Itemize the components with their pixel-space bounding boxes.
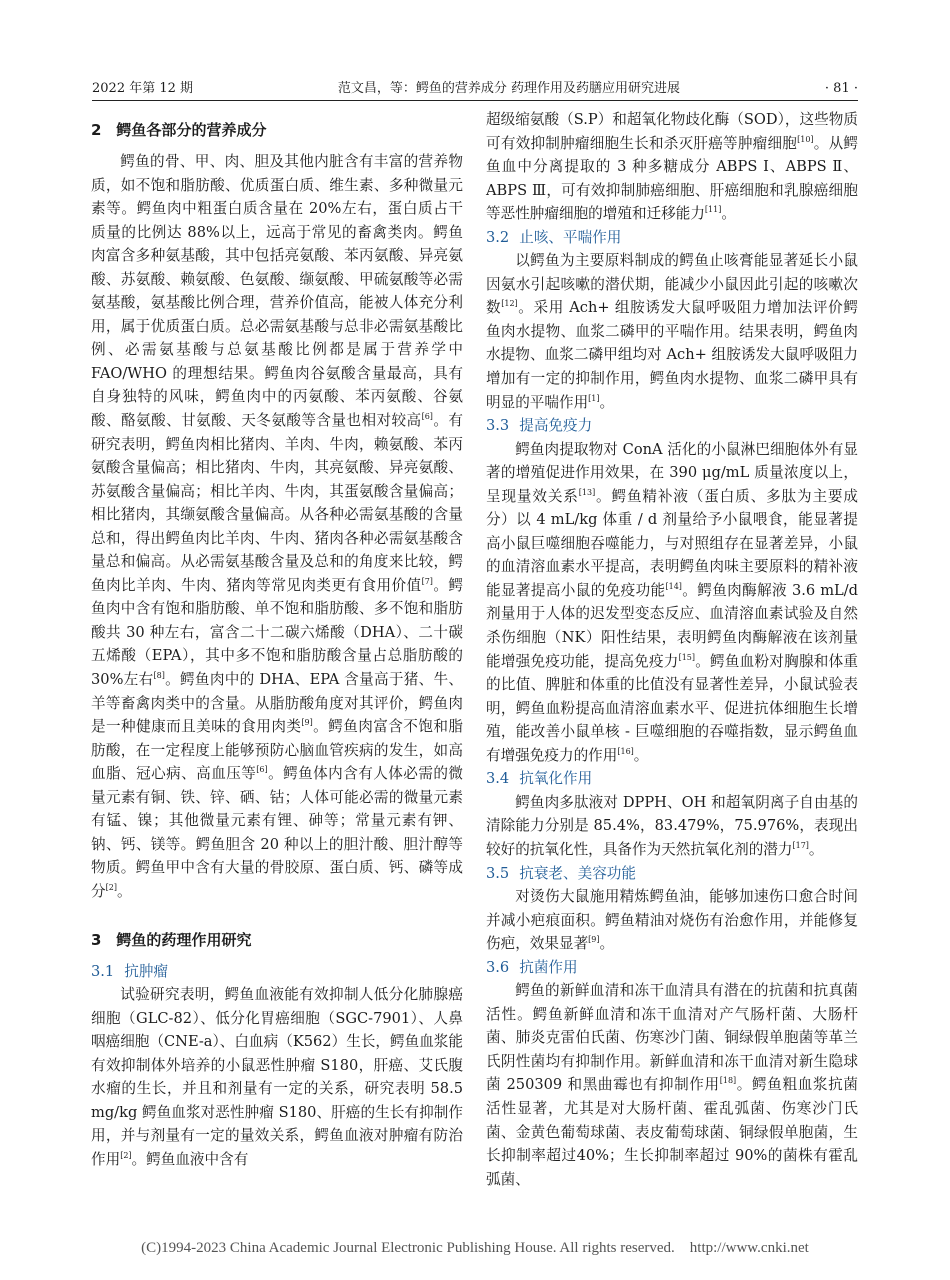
section-2-paragraph bbox=[91, 150, 463, 904]
text-run: 鳄鱼的骨、甲、肉、胆及其他内脏含有丰富的营养物质，如不饱和脂肪酸、优质蛋白质、维生素、多种微量元素等。鳄鱼肉中粗蛋白质含量在 20%左右，蛋白质占干质量的比例达 88%以上，远高于常见的畜禽类肉。鳄鱼肉富含多种氨基酸，其中包括亮氨酸、苯丙氨酸、异亮氨酸、苏氨酸、赖氨酸、色氨酸、缬氨酸、甲硫氨酸等必需氨基酸，氨基酸比例合理，营养价值高，能被人体充分利用，属于优质蛋白质。总必需氨基酸与总非必需氨基酸比例、必需氨基酸与总氨基酸比例都是属于营养学中 FAO/WHO 的理想结果。鳄鱼肉谷氨酸含量最高，具有自身独特的风味，鳄鱼肉中的丙氨酸、苯丙氨酸、谷氨酸、酪氨酸、甘氨酸、天冬氨酸等含量也相对较高 bbox=[91, 153, 463, 430]
text-run: 鳄鱼肉多肽液对 DPPH、OH 和超氧阴离子自由基的清除能力分别是 85.4%，83.479%，75.976%，表现出较好的抗氧化性，具备作为天然抗氧化剂的潜力 bbox=[486, 793, 858, 858]
subsection-3-1-heading bbox=[91, 960, 463, 984]
text-run: 。 bbox=[808, 840, 824, 858]
subsection-number: 3.3 bbox=[486, 417, 510, 435]
subsection-number: 3.2 bbox=[486, 228, 510, 246]
text-run: 。 bbox=[721, 205, 736, 223]
citation: [1] bbox=[588, 393, 600, 403]
text-run: 。鳄鱼肉中含有饱和脂肪酸、单不饱和脂肪酸、多不饱和脂肪酸共 30 种左右，富含二十二碳六烯酸（DHA）、二十碳五烯酸（EPA），其中多不饱和脂肪酸含量占总脂肪酸的 30%左右 bbox=[91, 576, 463, 689]
citation: [13] bbox=[578, 487, 596, 497]
continued-paragraph bbox=[486, 108, 858, 226]
citation: [12] bbox=[501, 299, 518, 309]
text-run: 。从鳄鱼血中分离提取的 3 种多糖成分 ABPS Ⅰ、ABPS Ⅱ、ABPS Ⅲ，可有效抑制肺癌细胞、肝癌细胞和乳腺癌细胞等恶性肿瘤细胞的增殖和迁移能力 bbox=[486, 134, 858, 223]
subsection-3-5-paragraph bbox=[486, 885, 858, 956]
subsection-3-2-heading bbox=[486, 226, 858, 250]
text-run: 试验研究表明，鳄鱼血液能有效抑制人低分化肺腺癌细胞（GLC-82）、低分化胃癌细胞（SGC-7901）、人鼻咽癌细胞（CNE-a）、白血病（K562）生长，鳄鱼血浆能有效抑制体外培养的小鼠恶性肿瘤 S180，肝癌、艾氏腹水瘤的生长，并且和剂量有一定的关系，研究表明 58.5 mg/kg 鳄鱼血浆对恶性肿瘤 S180、肝癌的生长有抑制作用，并与剂量有一定的量效关系，鳄鱼血液对肿瘤有防治作用 bbox=[91, 986, 463, 1168]
text-run: 。鳄鱼精补液（蛋白质、多肽为主要成分）以 4 mL/kg 体重 / d 剂量给予小鼠喂食，能显著提高小鼠巨噬细胞吞噬能力，与对照组存在显著差异，小鼠的血清溶血素水平提高，表明鳄鱼肉味主要原料的精补液能显著提高小鼠的免疫功能 bbox=[486, 487, 858, 599]
subsection-3-4-paragraph bbox=[486, 791, 858, 862]
subsection-title: 止咳、平喘作用 bbox=[519, 228, 622, 246]
citation: [2] bbox=[120, 1151, 132, 1161]
citation: [10] bbox=[797, 134, 814, 144]
subsection-3-3-paragraph bbox=[486, 438, 858, 768]
citation: [9] bbox=[301, 718, 313, 728]
text-run: 。采用 Ach+ 组胺诱发大鼠呼吸阻力增加法评价鳄鱼肉水提物、血浆二磷甲的平喘作用。结果表明，鳄鱼肉水提物、血浆二磷甲组均对 Ach+ 组胺诱发大鼠呼吸阻力增加有一定的抑制作用，鳄鱼肉水提物、血浆二磷甲具有明显的平喘作用 bbox=[486, 299, 858, 411]
citation: [2] bbox=[105, 883, 117, 893]
text-run: 。 bbox=[116, 882, 132, 900]
citation: [18] bbox=[719, 1076, 737, 1086]
subsection-title: 提高免疫力 bbox=[519, 417, 593, 435]
page-number: · 81 · bbox=[824, 81, 858, 96]
subsection-3-4-heading bbox=[486, 767, 858, 791]
text-run: 超级缩氨酸（S.P）和超氧化物歧化酶（SOD），这些物质可有效抑制肿瘤细胞生长和杀灭肝癌等肿瘤细胞 bbox=[486, 111, 858, 152]
text-run: 。鳄鱼血粉对胸腺和体重的比值、脾脏和体重的比值没有显著性差异，小鼠试验表明，鳄鱼血粉提高血清溶血素水平、促进抗体细胞生长增殖，能改善小鼠单核 - 巨噬细胞的吞噬指数，显示鳄鱼血有增强免疫力的作用 bbox=[486, 652, 858, 764]
running-header bbox=[92, 74, 858, 101]
citation: [11] bbox=[704, 205, 722, 215]
text-run: 。 bbox=[633, 746, 649, 764]
citation: [17] bbox=[792, 841, 809, 851]
subsection-3-3-heading bbox=[486, 414, 858, 438]
subsection-title: 抗衰老、美容功能 bbox=[519, 864, 636, 882]
text-run: 。有研究表明，鳄鱼肉相比猪肉、羊肉、牛肉，赖氨酸、苯丙氨酸含量偏高；相比猪肉、牛肉，其亮氨酸、异亮氨酸、苏氨酸含量偏高；相比羊肉、牛肉，其蛋氨酸含量偏高；相比猪肉，其缬氨酸含量偏高。从各种必需氨基酸的含量总和，得出鳄鱼肉比羊肉、牛肉、猪肉各种必需氨基酸含量总和偏高。从必需氨基酸含量及总和的角度来比较，鳄鱼肉比羊肉、牛肉、猪肉等常见肉类更有食用价值 bbox=[91, 412, 463, 594]
subsection-3-6-heading bbox=[486, 956, 858, 980]
subsection-3-6-paragraph bbox=[486, 979, 858, 1191]
section-2-heading: 2 鳄鱼各部分的营养成分 bbox=[91, 121, 267, 139]
text-run: 。鳄鱼血液中含有 bbox=[131, 1150, 249, 1168]
subsection-number: 3.1 bbox=[91, 962, 115, 980]
citation: [7] bbox=[421, 576, 433, 586]
citation: [14] bbox=[665, 582, 682, 592]
text-run: 。鳄鱼肉中的 DHA、EPA 含量高于猪、牛、羊等畜禽肉类中的含量。从脂肪酸角度对其评价，鳄鱼肉是一种健康而且美味的食用肉类 bbox=[91, 671, 463, 736]
subsection-title: 抗菌作用 bbox=[519, 958, 578, 976]
text-run: 。鳄鱼肉酶解液 3.6 mL/d 剂量用于人体的迟发型变态反应、血清溶血素试验及自然杀伤细胞（NK）阳性结果，表明鳄鱼肉酶解液在该剂量能增强免疫功能，提高免疫力 bbox=[486, 581, 858, 670]
citation: [16] bbox=[617, 746, 634, 756]
text-run: 对烫伤大鼠施用精炼鳄鱼油，能够加速伤口愈合时间并减小疤痕面积。鳄鱼精油对烧伤有治愈作用，并能修复伤疤，效果显著 bbox=[486, 888, 858, 953]
citation: [9] bbox=[588, 935, 600, 945]
text-run: 以鳄鱼为主要原料制成的鳄鱼止咳膏能显著延长小鼠因氨水引起咳嗽的潜伏期，能减少小鼠因此引起的咳嗽次数 bbox=[486, 252, 858, 317]
subsection-title: 抗氧化作用 bbox=[519, 770, 593, 788]
text-run: 。 bbox=[599, 393, 615, 411]
text-run: 。鳄鱼肉富含不饱和脂肪酸，在一定程度上能够预防心脑血管疾病的发生，如高血脂、冠心病、高血压等 bbox=[91, 718, 463, 783]
subsection-3-1-paragraph bbox=[91, 983, 463, 1171]
left-column bbox=[91, 108, 463, 1171]
text-run: 鳄鱼的新鲜血清和冻干血清具有潜在的抗菌和抗真菌活性。鳄鱼新鲜血清和冻干血清对产气肠杆菌、大肠杆菌、肺炎克雷伯氏菌、伤寒沙门菌、铜绿假单胞菌等革兰氏阴性菌均有抑制作用。新鲜血清和冻干血清对新生隐球菌 250309 和黑曲霉也有抑制作用 bbox=[486, 982, 858, 1094]
subsection-title: 抗肿瘤 bbox=[124, 962, 169, 980]
text-run: 。鳄鱼体内含有人体必需的微量元素有铜、铁、锌、硒、钴；人体可能必需的微量元素有锰、镍；其他微量元素有锂、砷等；常量元素有钾、钠、钙、镁等。鳄鱼胆含 20 种以上的胆汁酸、胆汁醇等物质。鳄鱼甲中含有大量的骨胶原、蛋白质、钙、磷等成分 bbox=[91, 765, 463, 900]
right-column bbox=[486, 108, 858, 1191]
subsection-3-5-heading bbox=[486, 862, 858, 886]
section-3-heading: 3 鳄鱼的药理作用研究 bbox=[91, 930, 252, 949]
text-run: 。鳄鱼粗血浆抗菌活性显著，尤其是对大肠杆菌、霍乱弧菌、伤寒沙门氏菌、金黄色葡萄球菌、表皮葡萄球菌、铜绿假单胞菌，生长抑制率超过40%；生长抑制率超过 90%的菌株有霍乱弧菌、 bbox=[486, 1076, 858, 1188]
citation: [15] bbox=[678, 652, 696, 662]
text-run: 鳄鱼肉提取物对 ConA 活化的小鼠淋巴细胞体外有显著的增殖促进作用效果，在 390 μg/mL 质量浓度以上，呈现量效关系 bbox=[486, 440, 858, 505]
copyright-footer: (C)1994-2023 China Academic Journal Electronic Publishing House. All rights reserved. http://www.cnki.net bbox=[141, 1240, 809, 1256]
subsection-number: 3.4 bbox=[486, 770, 510, 788]
citation: [6] bbox=[256, 765, 268, 775]
citation: [6] bbox=[421, 412, 433, 422]
running-title: 范文昌，等：鳄鱼的营养成分 药理作用及药膳应用研究进展 bbox=[337, 81, 681, 96]
journal-issue: 2022 年第 12 期 bbox=[92, 81, 194, 96]
subsection-3-2-paragraph bbox=[486, 249, 858, 414]
text-run: 。 bbox=[599, 935, 615, 953]
subsection-number: 3.6 bbox=[486, 958, 510, 976]
subsection-number: 3.5 bbox=[486, 864, 510, 882]
citation: [8] bbox=[153, 671, 165, 681]
